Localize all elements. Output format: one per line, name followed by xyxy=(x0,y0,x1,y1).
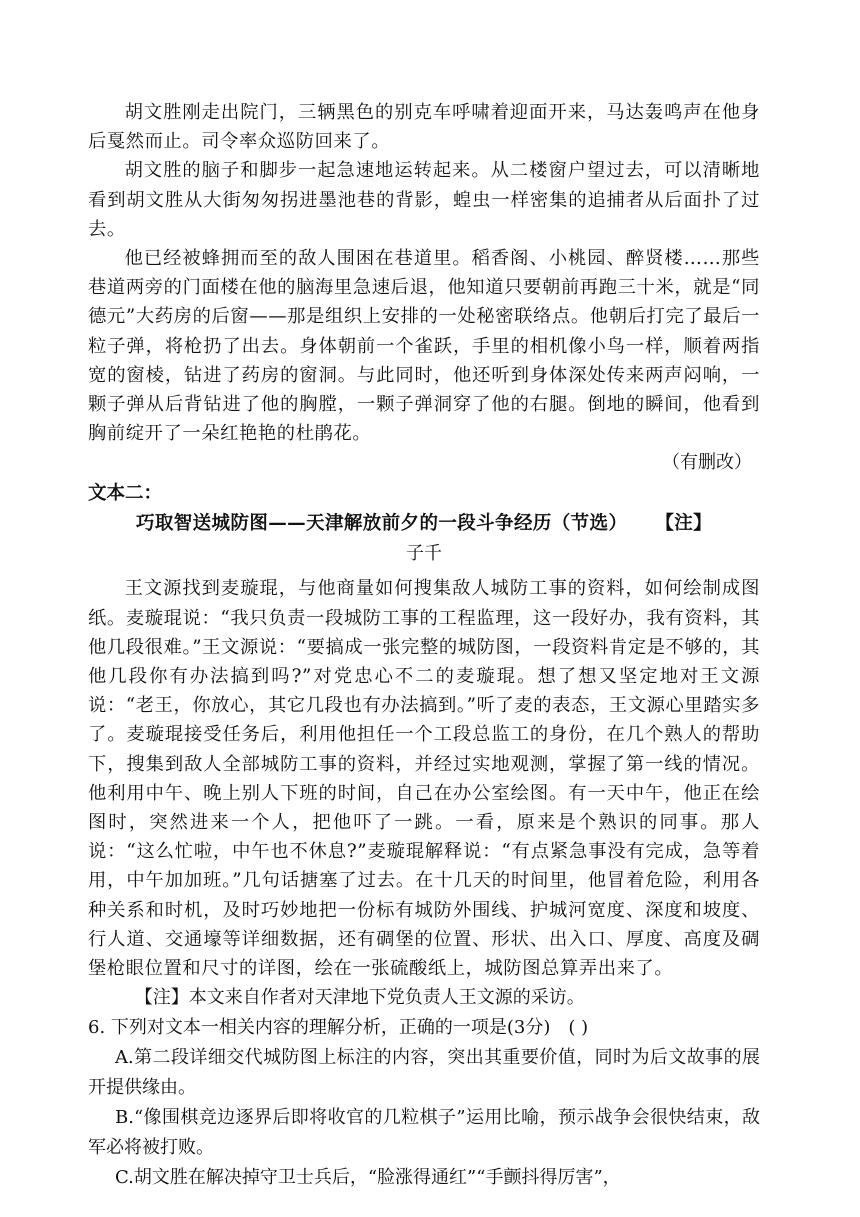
option-a: A.第二段详细交代城防图上标注的内容，突出其重要价值，同时为后文故事的展开提供缘由。 xyxy=(88,1047,760,1099)
answer-blank: ( ) xyxy=(568,1017,589,1039)
text-two-title-line xyxy=(88,508,760,540)
text-one-paragraph-2: 胡文胜的脑子和脚步一起急速地运转起来。从二楼窗户望过去，可以清晰地看到胡文胜从大街匆匆拐进墨池巷的背影，蝗虫一样密集的追捕者从后面扑了过去。 xyxy=(88,160,760,240)
text-two-body: 王文源找到麦璇琨，与他商量如何搜集敌人城防工事的资料，如何绘制成图纸。麦璇琨说：“我只负责一段城防工事的工程监理，这一段好办，我有资料，其他几段很难。”王文源说：“要搞成一张完整的城防图，一段资料肯定是不够的，其他几段你有办法搞到吗?”对党忠心不二的麦璇琨。想了想又坚定地对王文源说：“老王，你放心，其它几段也有办法搞到。”听了麦的表态，王文源心里踏实多了。麦璇琨接受任务后，利用他担任一个工段总监工的身份，在几个熟人的帮助下，搜集到敌人全部城防工事的资料，并经过实地观测，掌握了第一线的情况。他利用中午、晚上别人下班的时间，自己在办公室绘图。有一天中午，他正在绘图时，突然进来一个人，把他吓了一跳。一看，原来是个熟识的同事。那人说：“这么忙啦，中午也不休息?”麦璇琨解释说：“有点紧急事没有完成，急等着用，中午加加班。”几句话搪塞了过去。在十几天的时间里，他冒着危险，利用各种关系和时机，及时巧妙地把一份标有城防外围线、护城河宽度、深度和坡度、行人道、交通壕等详细数据，还有碉堡的位置、形状、出入口、厚度、高度及碉堡枪眼位置和尺寸的详图，绘在一张硫酸纸上，城防图总算弄出来了。 xyxy=(88,578,760,980)
document-page xyxy=(88,98,760,1193)
text-one-paragraph-3: 他已经被蜂拥而至的敌人围困在巷道里。稻香阁、小桃园、醉贤楼……那些巷道两旁的门面楼在他的脑海里急速后退，他知道只要朝前再跑三十米，就是“同德元”大药房的后窗——那是组织上安排的一处秘密联络点。他朝后打完了最后一粒子弹，将枪扔了出去。身体朝前一个雀跃，手里的相机像小鸟一样，顺着两指宽的窗棱，钻进了药房的窗洞。与此同时，他还听到身体深处传来两声闷响，一颗子弹从后背钻进了他的胸膛，一颗子弹洞穿了他的右腿。倒地的瞬间，他看到胸前绽开了一朵红艳艳的杜鹃花。 xyxy=(88,248,760,445)
option-b: B.“像围棋竞边逐界后即将收官的几粒棋子”运用比喻，预示战争会很快结束，敌军必将被打败。 xyxy=(88,1107,760,1159)
question-stem: 6. 下列对文本一相关内容的理解分析，正确的一项是(3分) xyxy=(88,1017,551,1039)
question-stem-line xyxy=(88,1013,760,1043)
option-c: C.胡文胜在解决掉守卫士兵后，“脸涨得通红”“手颤抖得厉害”， xyxy=(115,1167,621,1189)
text-two-label: 文本二： xyxy=(88,483,163,505)
text-one-paragraph-1: 胡文胜刚走出院门，三辆黑色的别克车呼啸着迎面开来，马达轰鸣声在他身后戛然而止。司令率众巡防回来了。 xyxy=(88,102,760,153)
title-note-marker: 【注】 xyxy=(655,513,713,535)
text-two-title: 巧取智送城防图——天津解放前夕的一段斗争经历（节选） xyxy=(135,513,628,535)
revision-note: （有删改） xyxy=(662,452,752,474)
author-name: 子千 xyxy=(406,543,442,565)
text-two-footnote: 【注】本文来自作者对天津地下党负责人王文源的采访。 xyxy=(134,987,585,1009)
